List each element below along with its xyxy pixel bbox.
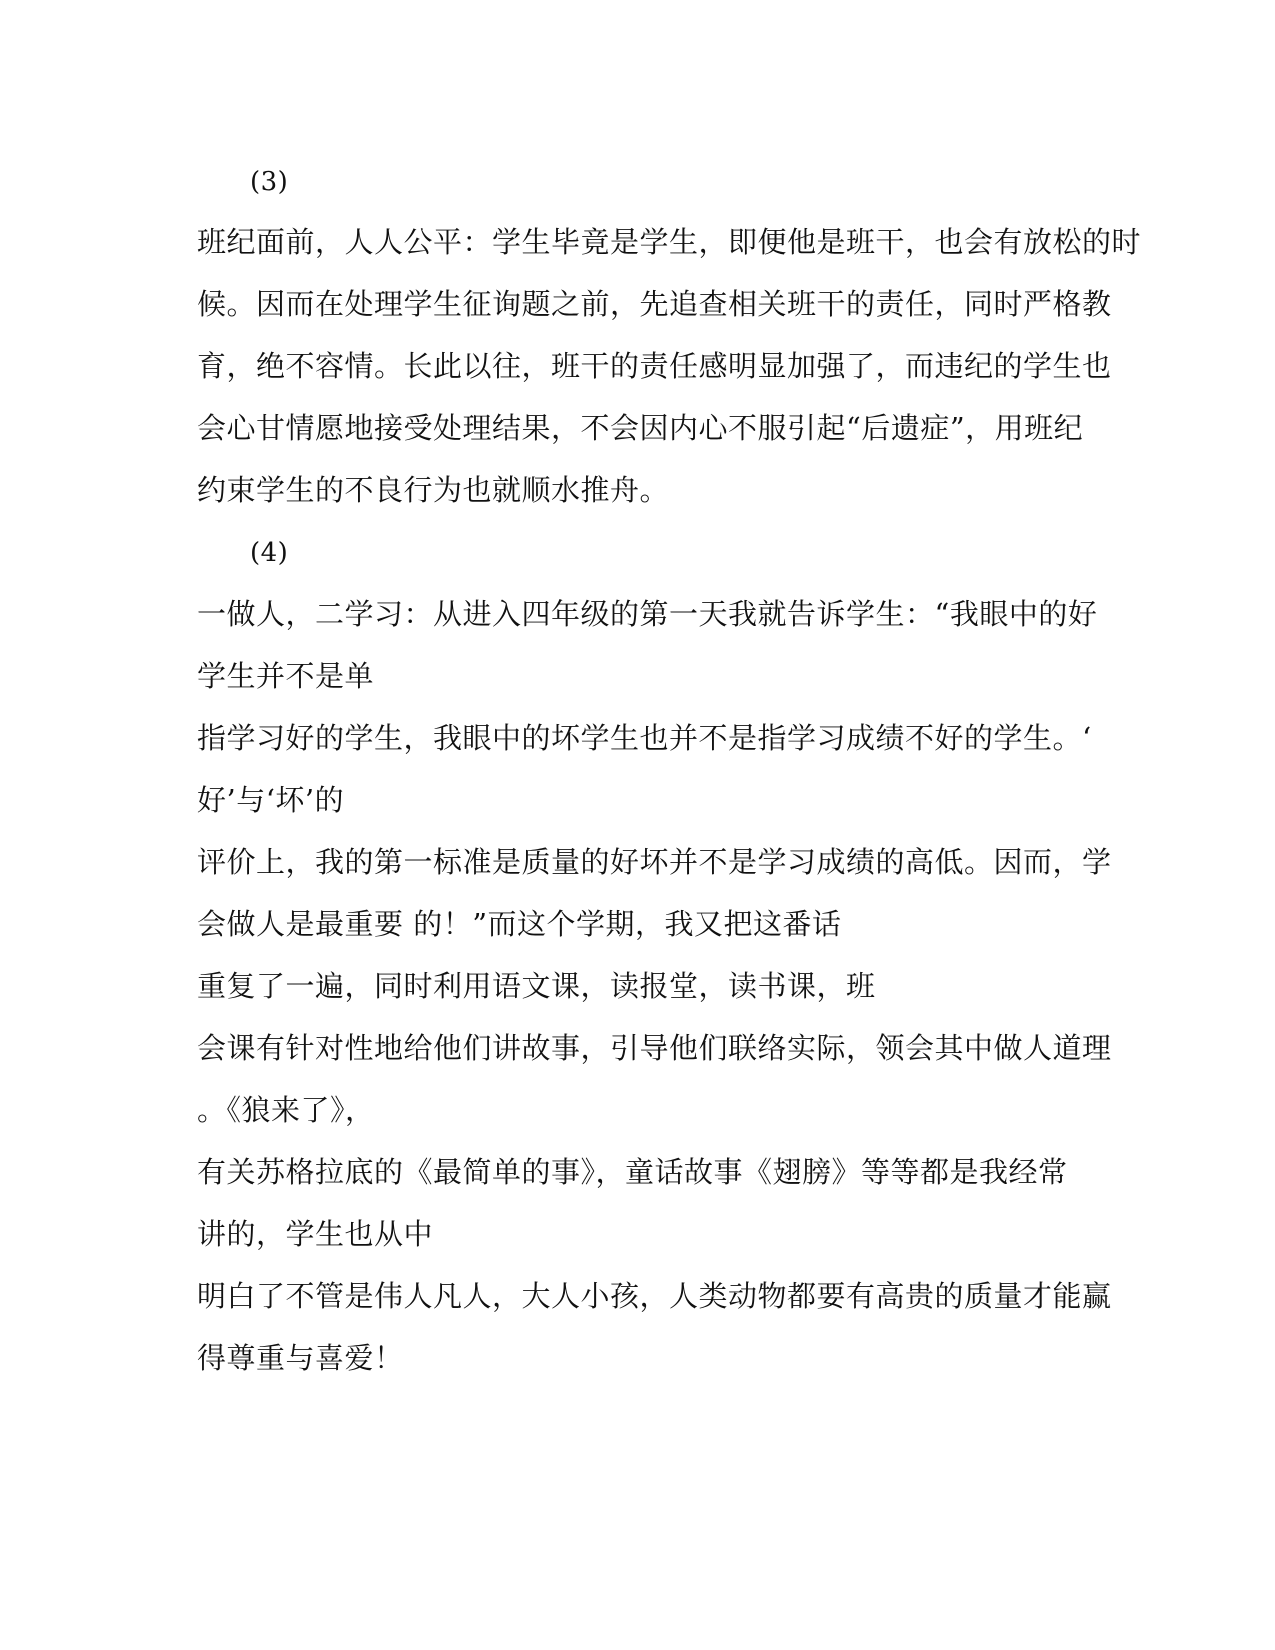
paragraph-line: 会心甘情愿地接受处理结果，不会因内心不服引起“后遗症”，用班纪 (197, 411, 1084, 445)
section-4-marker: (4) (250, 538, 289, 568)
paragraph-line: 评价上，我的第一标准是质量的好坏并不是学习成绩的高低。因而，学 (197, 845, 1112, 879)
paragraph-line: 会做人是最重要 的！”而这个学期，我又把这番话 (197, 907, 842, 941)
paragraph-line: 得尊重与喜爱！ (197, 1341, 404, 1375)
paragraph-line: 明白了不管是伟人凡人，大人小孩，人类动物都要有高贵的质量才能赢 (197, 1279, 1112, 1313)
paragraph-line: 育，绝不容情。长此以往，班干的责任感明显加强了，而违纪的学生也 (197, 349, 1112, 383)
paragraph-line: 讲的，学生也从中 (197, 1217, 434, 1251)
paragraph-line: 。《狼来了》， (197, 1093, 375, 1127)
paragraph-line: 好’与‘坏’的 (197, 783, 345, 817)
paragraph-line: 一做人，二学习：从进入四年级的第一天我就告诉学生：“我眼中的好 (197, 597, 1098, 631)
paragraph-line: 班纪面前，人人公平：学生毕竟是学生，即便他是班干，也会有放松的时 (197, 225, 1142, 259)
paragraph-line: 会课有针对性地给他们讲故事，引导他们联络实际，领会其中做人道理 (197, 1031, 1112, 1065)
section-3-marker: (3) (250, 167, 289, 197)
paragraph-line: 指学习好的学生，我眼中的坏学生也并不是指学习成绩不好的学生。‘ (197, 721, 1092, 755)
paragraph-line: 约束学生的不良行为也就顺水推舟。 (197, 473, 670, 507)
paragraph-line: 候。因而在处理学生征询题之前，先追查相关班干的责任，同时严格教 (197, 287, 1112, 321)
paragraph-line: 有关苏格拉底的《最简单的事》，童话故事《翅膀》等等都是我经常 (197, 1155, 1068, 1189)
paragraph-line: 重复了一遍，同时利用语文课，读报堂，读书课，班 (197, 969, 876, 1003)
paragraph-line: 学生并不是单 (197, 659, 375, 693)
